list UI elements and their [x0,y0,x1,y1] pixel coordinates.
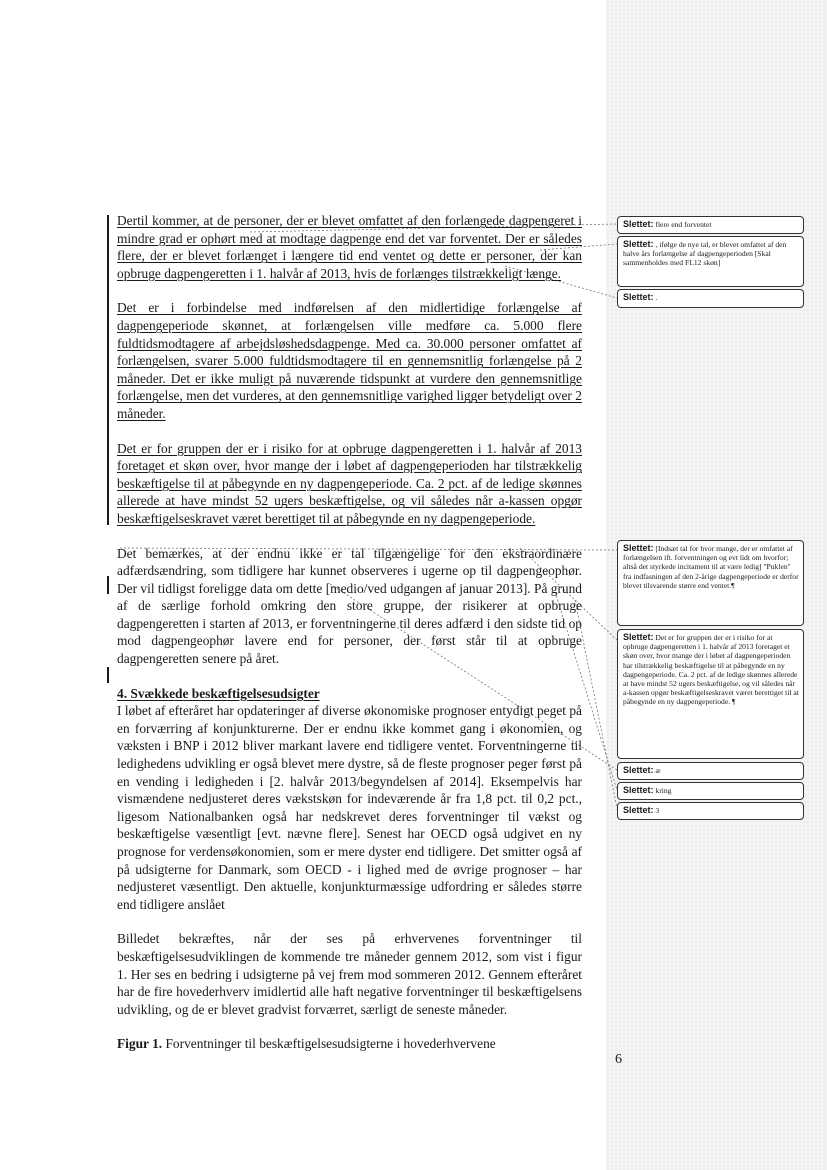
deletion-comment-4[interactable] [617,540,804,626]
deletion-comment-3[interactable] [617,289,804,308]
deletion-comment-2[interactable] [617,236,804,287]
deletion-comment-6[interactable] [617,762,804,780]
paragraph-prognoser: I løbet af efteråret har opdateringer af diverse økonomiske prognoser entydigt peget på en forværring af konjunkturerne. Der er endnu ikke kommet gang i økonomien, og væksten i BNP i 2012 bliver markant lavere end tidligere ventet. Forventningerne til ledighedens udvikling er også blevet mere dystre, så de fleste prognoser peger først på en vending i ledigheden i [2. halvår 2013/begyndelsen af 2014]. Eksempelvis har vismændene nedjusteret deres vækstskøn for indeværende år fra 1,8 pct. til 0,2 pct., ligesom Nationalbanken også har nedskrevet deres forventninger til vækst og beskæftigelse væsentligt [evt. nævne flere]. Senest har OECD også udgivet en ny prognose for verdensøkonomien, som er mere dyster end tidligere. Det smitter også af på udsigterne for Danmark, som OECD - i lighed med de øvrige prognoser – har nedjusteret væsentligt. Den aktuelle, konjunkturmæssige udfordring er således større end tidligere anslået [117,703,582,912]
comment-text: æ [653,766,661,775]
comment-label: Slettet: [623,765,654,775]
comment-label: Slettet: [623,239,654,249]
page-number: 6 [615,1052,622,1067]
figure-label: Figur 1. [117,1036,163,1052]
deletion-comment-7[interactable] [617,782,804,800]
comment-text: [Indsæt tal for hvor mange, der er omfattet af forlængelsen ift. forventningen og evt lidt om hvorfor; altså det styrkede incitament til at være ledig] "Puklen" fra indfasningen af den 2-årige dagpengeperiode er derfor blevet tilsvarende større end ventet.¶ [623,544,799,590]
comment-label: Slettet: [623,292,654,302]
comment-text: 3 [653,806,660,815]
paragraph-risikogruppe: Det er for gruppen der er i risiko for at opbruge dagpengeretten i 1. halvår af 2013 foretaget et skøn over, hvor mange der i løbet af dagpengeperioden har tilstrækkelig beskæftigelse til at påbegynde en ny dagpengeperiode. Ca. 2 pct. af de ledige skønnes allerede at have mindst 52 ugers beskæftigelse, og vil således når a-kassen opgør beskæftigelseskravet været berettiget til at påbegynde en ny dagpengeperiode. [117,440,582,526]
comment-text: flere end forventet [653,220,712,229]
comment-text: kring [653,786,672,795]
paragraph-erhvervenes-forventninger: Billedet bekræftes, når der ses på erhvervenes forventninger til beskæftigelsesudviklingen de kommende tre måneder gennem 2012, som vist i figur 1. Her ses en bedring i udsigterne på vej frem mod sommeren 2012. Gennem efteråret har de fire hovederhverv imidlertid alle haft negative forventninger til beskæftigelsens udvikling, og de er blevet gradvist forværret, særligt de seneste måneder. [117,931,582,1017]
document-body [117,212,582,1053]
change-bar [107,667,109,683]
comment-text: , ifølge de nye tal, er blevet omfattet af den halve års forlængelse af dagpengeperioden [Skal sammenholdes med FL12 skøn] [623,240,787,268]
comment-text: . [653,293,658,302]
figure-caption-text: Forventninger til beskæftigelsesudsigterne i hovederhvervene [162,1036,496,1052]
comment-label: Slettet: [623,805,654,815]
comment-label: Slettet: [623,785,654,795]
comment-text: Det er for gruppen der er i risiko for at opbruge dagpengeretten i 1. halvår af 2013 foretaget et skøn over, hvor mange der i løbet af dagpengeperioden har tilstrækkelig beskæftigelse til at påbegynde en ny dagpengeperiode. Ca. 2 pct. af de ledige skønnes allerede at have mindst 52 ugers beskæftigelse, og vil således når a-kassen opgør beskæftigelseskravet været berettiget til at påbegynde en ny dagpengeperiode. ¶ [623,633,799,707]
figure-caption [117,1035,582,1053]
change-bar [107,576,109,594]
comment-label: Slettet: [623,543,654,553]
paragraph-forlaengelse-intro: Dertil kommer, at de personer, der er blevet omfattet af den forlængede dagpengeret i mindre grad er ophørt med at modtage dagpenge end det var forventet. Der er således flere, der er blevet forlænget i længere tid end ventet og dette er personer, der kan opbruge dagpengeretten i 1. halvår af 2013, hvis de forlænges tilstrækkeligt længe. [117,213,582,281]
comment-label: Slettet: [623,632,654,642]
comment-label: Slettet: [623,219,654,229]
deletion-comment-8[interactable] [617,802,804,820]
change-bar [107,215,109,525]
deletion-comment-5[interactable] [617,629,804,759]
section-heading: 4. Svækkede beskæftigelsesudsigter [117,685,320,701]
deletion-comment-1[interactable] [617,216,804,234]
paragraph-skoen-fuldtidsmodtagere: Det er i forbindelse med indførelsen af den midlertidige forlængelse af dagpengeperiode skønnet, at forlængelsen ville medføre ca. 5.000 flere fuldtidsmodtagere af arbejdsløshedsdagpenge. Med ca. 30.000 personer omfattet af forlængelsen, svarer 5.000 fuldtidsmodtagere til en gennemsnitlig forlængelse på 2 måneder. Det er ikke muligt på nuværende tidspunkt at vurdere den gennemsnitlige forlængelse, men det vurderes, at den gennemsnitlige varighed ligger betydeligt over 2 måneder. [117,300,582,421]
paragraph-adfaerdsaendring: Det bemærkes, at der endnu ikke er tal tilgængelige for den ekstraordinære adfærdsændring, som tidligere har kunnet observeres i ugerne op til dagpengeophør. Der vil tidligst foreligge data om dette [medio/ved udgangen af januar 2013]. På grund af de særlige forhold omkring den store gruppe, der risikerer at opbruge dagpengeretten i starten af 2013, er forventningerne til deres adfærd i den sidste tid op mod dagpengeophør lavere end for personer, der først står til at opbruge dagpengeretten senere på året. [117,545,582,667]
